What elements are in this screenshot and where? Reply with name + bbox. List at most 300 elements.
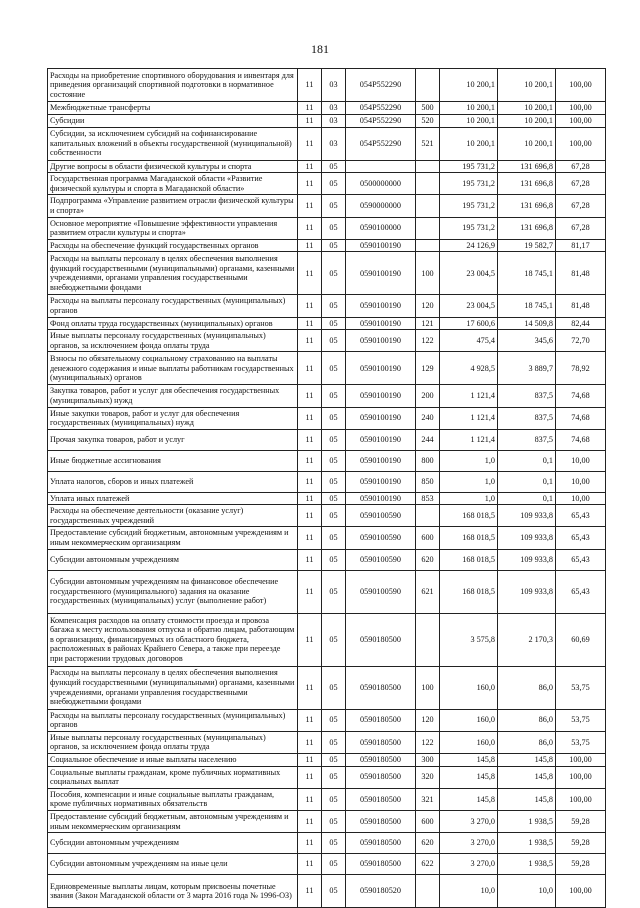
row-percent: 100,00 [556,766,606,788]
row-expense-type: 500 [416,102,440,115]
table-row [48,217,606,239]
row-name: Взносы по обязательному социальному страхованию на выплаты денежного содержания и иные выплаты работникам государственных (муниципальных) органов [48,352,298,385]
row-plan-amount: 1 121,4 [440,429,498,450]
table-row [48,385,606,407]
row-subsection: 05 [322,160,346,173]
row-percent: 67,28 [556,173,606,195]
row-plan-amount: 3 270,0 [440,833,498,854]
row-target-code: 0590100590 [346,570,416,613]
row-percent: 59,28 [556,833,606,854]
table-row [48,492,606,505]
row-plan-amount: 168 018,5 [440,549,498,570]
row-target-code: 0590180500 [346,811,416,833]
row-subsection: 05 [322,352,346,385]
row-plan-amount: 195 731,2 [440,217,498,239]
row-subsection: 05 [322,407,346,429]
row-section: 11 [298,295,322,317]
row-target-code: 0590180500 [346,788,416,810]
row-name: Предоставление субсидий бюджетным, автономным учреждениям и иным некоммерческим организациям [48,527,298,549]
row-actual-amount: 109 933,8 [498,570,556,613]
row-section: 11 [298,788,322,810]
row-percent: 81,17 [556,239,606,252]
row-actual-amount: 10 200,1 [498,69,556,102]
row-section: 11 [298,570,322,613]
row-name: Субсидии автономным учреждениям [48,833,298,854]
row-expense-type: 120 [416,709,440,731]
row-target-code: 054P552290 [346,69,416,102]
row-actual-amount: 0,1 [498,492,556,505]
row-target-code: 0590100190 [346,352,416,385]
row-percent: 100,00 [556,115,606,128]
row-percent: 74,68 [556,385,606,407]
row-plan-amount: 10,0 [440,875,498,908]
row-plan-amount: 1,0 [440,450,498,471]
row-target-code: 0590100190 [346,385,416,407]
row-plan-amount: 17 600,6 [440,317,498,330]
row-actual-amount: 837,5 [498,429,556,450]
row-expense-type: 100 [416,666,440,709]
row-percent: 10,00 [556,492,606,505]
row-subsection: 05 [322,854,346,875]
table-row [48,69,606,102]
row-subsection: 05 [322,666,346,709]
row-percent: 100,00 [556,127,606,160]
row-target-code: 0590180500 [346,754,416,767]
row-section: 11 [298,854,322,875]
row-subsection: 05 [322,173,346,195]
table-row [48,127,606,160]
row-target-code: 0590180500 [346,833,416,854]
row-name: Государственная программа Магаданской области «Развитие физической культуры и спорта в Магаданской области» [48,173,298,195]
row-expense-type: 800 [416,450,440,471]
row-plan-amount: 145,8 [440,754,498,767]
row-expense-type: 100 [416,252,440,295]
row-expense-type [416,160,440,173]
row-actual-amount: 10,0 [498,875,556,908]
row-subsection: 05 [322,217,346,239]
row-target-code: 0590100190 [346,492,416,505]
row-name: Закупка товаров, работ и услуг для обеспечения государственных (муниципальных) нужд [48,385,298,407]
row-expense-type: 520 [416,115,440,128]
row-actual-amount: 86,0 [498,709,556,731]
row-name: Подпрограмма «Управление развитием отрасли физической культуры и спорта» [48,195,298,217]
row-target-code [346,160,416,173]
row-subsection: 05 [322,788,346,810]
row-name: Уплата иных платежей [48,492,298,505]
row-section: 11 [298,492,322,505]
table-row [48,549,606,570]
row-section: 11 [298,239,322,252]
row-expense-type: 620 [416,549,440,570]
row-actual-amount: 86,0 [498,731,556,753]
row-percent: 65,43 [556,570,606,613]
row-percent: 100,00 [556,875,606,908]
row-percent: 53,75 [556,731,606,753]
row-section: 11 [298,385,322,407]
row-subsection: 05 [322,613,346,666]
row-target-code: 0590100190 [346,450,416,471]
row-actual-amount: 109 933,8 [498,549,556,570]
row-subsection: 05 [322,549,346,570]
row-target-code: 0590000000 [346,195,416,217]
table-row [48,429,606,450]
row-section: 11 [298,754,322,767]
row-percent: 74,68 [556,429,606,450]
row-section: 11 [298,407,322,429]
row-name: Социальные выплаты гражданам, кроме публичных нормативных социальных выплат [48,766,298,788]
row-target-code: 054P552290 [346,115,416,128]
row-actual-amount: 1 938,5 [498,833,556,854]
row-plan-amount: 160,0 [440,731,498,753]
row-expense-type: 244 [416,429,440,450]
row-subsection: 05 [322,317,346,330]
row-expense-type: 120 [416,295,440,317]
table-row [48,788,606,810]
row-plan-amount: 10 200,1 [440,127,498,160]
row-section: 11 [298,731,322,753]
row-percent: 53,75 [556,709,606,731]
row-subsection: 05 [322,754,346,767]
row-section: 11 [298,102,322,115]
row-target-code: 0590180500 [346,854,416,875]
row-expense-type: 620 [416,833,440,854]
row-expense-type: 622 [416,854,440,875]
row-name: Субсидии автономным учреждениям на иные цели [48,854,298,875]
row-plan-amount: 1,0 [440,492,498,505]
table-row [48,833,606,854]
row-actual-amount: 145,8 [498,788,556,810]
table-row [48,407,606,429]
row-plan-amount: 23 004,5 [440,252,498,295]
table-row [48,173,606,195]
row-expense-type [416,505,440,527]
row-name: Расходы на обеспечение деятельности (оказание услуг) государственных учреждений [48,505,298,527]
row-expense-type: 240 [416,407,440,429]
row-target-code: 054P552290 [346,102,416,115]
row-percent: 67,28 [556,195,606,217]
row-expense-type [416,613,440,666]
budget-table [47,68,606,908]
row-name: Основное мероприятие «Повышение эффективности управления развитием отрасли культуры и спорта» [48,217,298,239]
table-row [48,195,606,217]
row-section: 11 [298,429,322,450]
row-name: Расходы на обеспечение функций государственных органов [48,239,298,252]
row-plan-amount: 1 121,4 [440,385,498,407]
row-section: 11 [298,69,322,102]
row-section: 11 [298,766,322,788]
row-target-code: 0590180500 [346,666,416,709]
row-subsection: 05 [322,450,346,471]
row-section: 11 [298,173,322,195]
row-expense-type [416,173,440,195]
row-subsection: 05 [322,570,346,613]
row-target-code: 0590100190 [346,239,416,252]
row-plan-amount: 3 270,0 [440,854,498,875]
row-subsection: 05 [322,492,346,505]
row-percent: 67,28 [556,160,606,173]
row-section: 11 [298,217,322,239]
table-row [48,102,606,115]
row-subsection: 05 [322,833,346,854]
row-actual-amount: 837,5 [498,407,556,429]
row-actual-amount: 18 745,1 [498,295,556,317]
row-section: 11 [298,127,322,160]
row-plan-amount: 1,0 [440,471,498,492]
row-plan-amount: 145,8 [440,766,498,788]
row-actual-amount: 131 696,8 [498,195,556,217]
row-target-code: 0590100190 [346,330,416,352]
table-row [48,505,606,527]
row-expense-type: 122 [416,731,440,753]
row-target-code: 0590100190 [346,471,416,492]
row-section: 11 [298,833,322,854]
row-section: 11 [298,317,322,330]
row-section: 11 [298,252,322,295]
row-plan-amount: 168 018,5 [440,505,498,527]
row-expense-type: 122 [416,330,440,352]
row-actual-amount: 109 933,8 [498,505,556,527]
row-target-code: 0590100190 [346,317,416,330]
row-section: 11 [298,195,322,217]
row-name: Компенсация расходов на оплату стоимости проезда и провоза багажа к месту использования отпуска и обратно лицам, работающим в организациях, финансируемых из областного бюджета, расположенных в районах Крайнего Севера, а также при переезде при расторжении трудовых договоров [48,613,298,666]
row-section: 11 [298,875,322,908]
row-target-code: 054P552290 [346,127,416,160]
row-target-code: 0590180520 [346,875,416,908]
row-plan-amount: 24 126,9 [440,239,498,252]
row-target-code: 0590100190 [346,429,416,450]
row-actual-amount: 10 200,1 [498,115,556,128]
row-actual-amount: 345,6 [498,330,556,352]
row-actual-amount: 145,8 [498,766,556,788]
row-percent: 59,28 [556,811,606,833]
row-actual-amount: 86,0 [498,666,556,709]
row-subsection: 03 [322,69,346,102]
row-actual-amount: 1 938,5 [498,854,556,875]
row-expense-type [416,239,440,252]
row-expense-type: 321 [416,788,440,810]
row-subsection: 05 [322,252,346,295]
row-section: 11 [298,527,322,549]
row-plan-amount: 195 731,2 [440,160,498,173]
row-actual-amount: 145,8 [498,754,556,767]
row-section: 11 [298,352,322,385]
row-expense-type: 320 [416,766,440,788]
row-section: 11 [298,450,322,471]
row-expense-type [416,875,440,908]
table-row [48,471,606,492]
row-name: Расходы на выплаты персоналу государственных (муниципальных) органов [48,295,298,317]
row-expense-type [416,217,440,239]
row-name: Межбюджетные трансферты [48,102,298,115]
row-actual-amount: 19 582,7 [498,239,556,252]
table-row [48,766,606,788]
row-expense-type: 300 [416,754,440,767]
row-percent: 100,00 [556,102,606,115]
row-target-code: 0590100190 [346,407,416,429]
row-expense-type: 521 [416,127,440,160]
row-subsection: 05 [322,875,346,908]
row-section: 11 [298,811,322,833]
table-row [48,811,606,833]
table-row [48,115,606,128]
row-percent: 65,43 [556,505,606,527]
row-target-code: 0590100590 [346,505,416,527]
row-plan-amount: 195 731,2 [440,195,498,217]
row-subsection: 05 [322,811,346,833]
row-subsection: 03 [322,115,346,128]
table-row [48,252,606,295]
row-subsection: 05 [322,385,346,407]
row-name: Прочая закупка товаров, работ и услуг [48,429,298,450]
row-actual-amount: 131 696,8 [498,173,556,195]
row-actual-amount: 131 696,8 [498,217,556,239]
table-row [48,854,606,875]
row-expense-type: 200 [416,385,440,407]
row-target-code: 0590180500 [346,766,416,788]
row-section: 11 [298,505,322,527]
table-row [48,709,606,731]
table-row [48,295,606,317]
row-target-code: 0500000000 [346,173,416,195]
row-plan-amount: 1 121,4 [440,407,498,429]
row-actual-amount: 10 200,1 [498,102,556,115]
row-plan-amount: 4 928,5 [440,352,498,385]
row-plan-amount: 168 018,5 [440,570,498,613]
row-section: 11 [298,471,322,492]
row-name: Расходы на выплаты персоналу государственных (муниципальных) органов [48,709,298,731]
row-actual-amount: 109 933,8 [498,527,556,549]
row-plan-amount: 10 200,1 [440,102,498,115]
table-row [48,875,606,908]
row-percent: 100,00 [556,788,606,810]
row-percent: 10,00 [556,471,606,492]
row-expense-type: 850 [416,471,440,492]
row-actual-amount: 3 889,7 [498,352,556,385]
row-plan-amount: 160,0 [440,666,498,709]
row-expense-type: 600 [416,527,440,549]
row-subsection: 05 [322,709,346,731]
row-percent: 100,00 [556,69,606,102]
row-target-code: 0590180500 [346,613,416,666]
row-percent: 81,48 [556,252,606,295]
row-section: 11 [298,613,322,666]
row-section: 11 [298,330,322,352]
row-plan-amount: 475,4 [440,330,498,352]
row-expense-type [416,69,440,102]
row-actual-amount: 837,5 [498,385,556,407]
row-actual-amount: 131 696,8 [498,160,556,173]
row-expense-type [416,195,440,217]
row-percent: 67,28 [556,217,606,239]
row-target-code: 0590100190 [346,252,416,295]
row-target-code: 0590180500 [346,731,416,753]
table-row [48,330,606,352]
row-name: Расходы на приобретение спортивного оборудования и инвентаря для приведения организаций спортивной подготовки в нормативное состояние [48,69,298,102]
row-percent: 60,69 [556,613,606,666]
table-row [48,450,606,471]
row-section: 11 [298,549,322,570]
row-subsection: 05 [322,429,346,450]
row-subsection: 05 [322,766,346,788]
row-plan-amount: 145,8 [440,788,498,810]
row-percent: 53,75 [556,666,606,709]
row-actual-amount: 1 938,5 [498,811,556,833]
row-actual-amount: 0,1 [498,450,556,471]
table-row [48,239,606,252]
row-expense-type: 121 [416,317,440,330]
row-actual-amount: 2 170,3 [498,613,556,666]
row-actual-amount: 0,1 [498,471,556,492]
row-subsection: 05 [322,195,346,217]
row-subsection: 03 [322,102,346,115]
row-subsection: 05 [322,239,346,252]
row-subsection: 05 [322,505,346,527]
row-plan-amount: 160,0 [440,709,498,731]
row-target-code: 0590100190 [346,295,416,317]
row-name: Другие вопросы в области физической культуры и спорта [48,160,298,173]
row-target-code: 0590100590 [346,549,416,570]
table-row [48,570,606,613]
row-name: Пособия, компенсации и иные социальные выплаты гражданам, кроме публичных нормативных обязательств [48,788,298,810]
row-name: Субсидии автономным учреждениям [48,549,298,570]
row-name: Субсидии автономным учреждениям на финансовое обеспечение государственного (муниципального) задания на оказание государственных (муниципальных) услуг (выполнение работ) [48,570,298,613]
row-name: Расходы на выплаты персоналу в целях обеспечения выполнения функций государственными (муниципальными) органами, казенными учреждениями, органами управления государственными внебюджетными фондами [48,252,298,295]
row-expense-type: 621 [416,570,440,613]
row-expense-type: 129 [416,352,440,385]
table-row [48,317,606,330]
row-plan-amount: 195 731,2 [440,173,498,195]
row-plan-amount: 3 575,8 [440,613,498,666]
row-name: Фонд оплаты труда государственных (муниципальных) органов [48,317,298,330]
row-section: 11 [298,115,322,128]
row-plan-amount: 10 200,1 [440,69,498,102]
row-actual-amount: 10 200,1 [498,127,556,160]
row-percent: 65,43 [556,527,606,549]
table-row [48,613,606,666]
row-percent: 72,70 [556,330,606,352]
row-name: Предоставление субсидий бюджетным, автономным учреждениям и иным некоммерческим организациям [48,811,298,833]
row-target-code: 0590100590 [346,527,416,549]
table-row [48,352,606,385]
row-name: Иные выплаты персоналу государственных (муниципальных) органов, за исключением фонда оплаты труда [48,731,298,753]
row-name: Единовременные выплаты лицам, которым присвоены почетные звания (Закон Магаданской области от 3 марта 2016 года № 1996-ОЗ) [48,875,298,908]
row-percent: 100,00 [556,754,606,767]
row-percent: 10,00 [556,450,606,471]
row-subsection: 05 [322,295,346,317]
row-percent: 82,44 [556,317,606,330]
row-percent: 65,43 [556,549,606,570]
row-name: Субсидии, за исключением субсидий на софинансирование капитальных вложений в объекты государственной (муниципальной) собственности [48,127,298,160]
row-plan-amount: 10 200,1 [440,115,498,128]
row-subsection: 05 [322,731,346,753]
row-percent: 59,28 [556,854,606,875]
row-subsection: 05 [322,471,346,492]
row-name: Расходы на выплаты персоналу в целях обеспечения выполнения функций государственными (муниципальными) органами, казенными учреждениями, органами управления государственными внебюджетными фондами [48,666,298,709]
table-row [48,666,606,709]
table-row [48,731,606,753]
table-row [48,160,606,173]
row-section: 11 [298,709,322,731]
table-row [48,754,606,767]
row-name: Иные выплаты персоналу государственных (муниципальных) органов, за исключением фонда оплаты труда [48,330,298,352]
row-name: Уплата налогов, сборов и иных платежей [48,471,298,492]
row-subsection: 03 [322,127,346,160]
row-expense-type: 853 [416,492,440,505]
row-actual-amount: 14 509,8 [498,317,556,330]
row-target-code: 0590180500 [346,709,416,731]
row-plan-amount: 23 004,5 [440,295,498,317]
row-section: 11 [298,160,322,173]
